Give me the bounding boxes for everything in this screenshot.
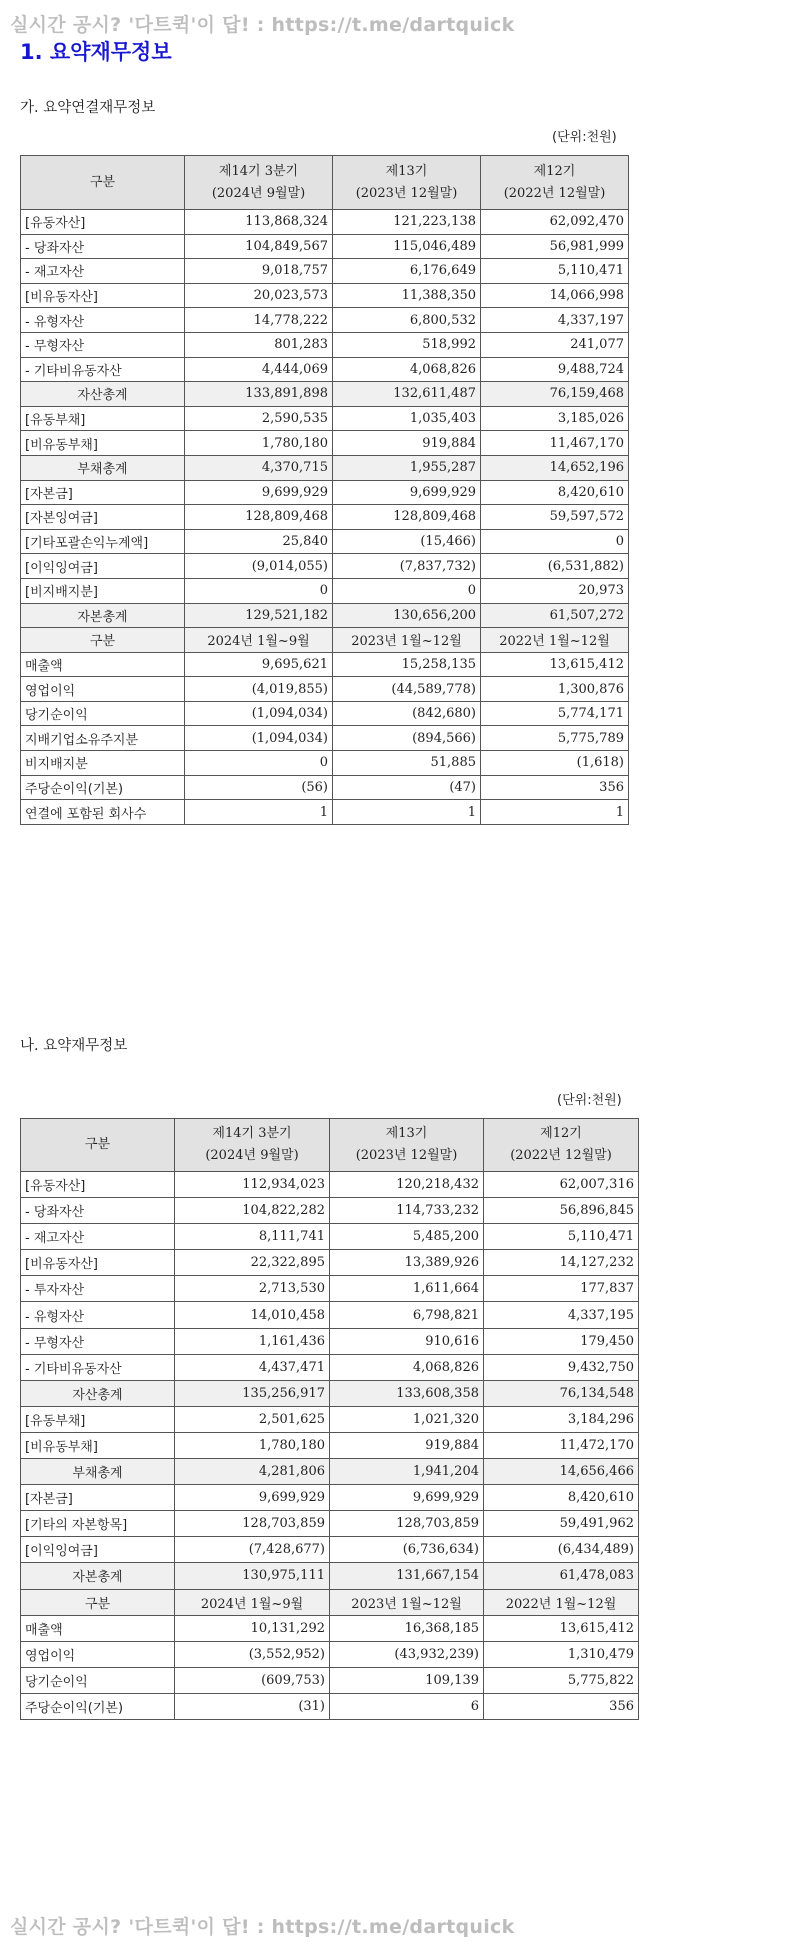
header-period-date: (2023년 12월말) [355,1148,458,1163]
table-row [21,1693,639,1719]
header-period-date: (2024년 9월말) [205,1148,299,1163]
row-label: - 투자자산 [21,1276,175,1302]
row-label: - 재고자산 [21,259,185,284]
table-row [21,1459,639,1485]
row-label: [비유동자산] [21,1250,175,1276]
row-value: 0 [481,529,629,554]
table-row [21,1511,639,1537]
table-header-row [21,156,629,210]
row-value: 129,521,182 [185,603,333,628]
row-value: 2,590,535 [185,406,333,431]
row-value: (44,589,778) [333,677,481,702]
table-row [21,751,629,776]
row-value: 9,699,929 [185,480,333,505]
row-value: 1 [481,800,629,825]
row-value: 128,703,859 [330,1511,484,1537]
row-value: 2022년 1월~12월 [484,1589,639,1615]
row-value: 131,667,154 [330,1563,484,1589]
row-value: (9,014,055) [185,554,333,579]
row-label: [자본금] [21,1485,175,1511]
row-value: (1,094,034) [185,726,333,751]
row-value: (56) [185,775,333,800]
row-value: (6,531,882) [481,554,629,579]
row-value: 6,800,532 [333,308,481,333]
header-period-2023 [333,156,481,210]
header-period-2022 [481,156,629,210]
table-row [21,529,629,554]
header-period-date: (2022년 12월말) [503,185,606,201]
row-label: 자산총계 [21,1380,175,1406]
header-period-2022 [484,1119,639,1172]
row-label: [자본금] [21,480,185,505]
row-value: 4,337,195 [484,1302,639,1328]
row-value: 5,774,171 [481,701,629,726]
row-value: 76,159,468 [481,382,629,407]
row-value: 51,885 [333,751,481,776]
row-label: 부채총계 [21,455,185,480]
banner-bottom: 실시간 공시? '다트퀵'이 답! : https://t.me/dartquick [10,1916,515,1938]
consolidated-unit-label: (단위:천원) [552,130,617,145]
header-period-label: 제14기 3분기 [218,163,299,179]
row-value: 4,068,826 [330,1354,484,1380]
header-period-label: 제12기 [533,163,576,179]
row-label: 영업이익 [21,677,185,702]
header-period-2023 [330,1119,484,1172]
row-label: [유동부채] [21,406,185,431]
row-value: 13,615,412 [484,1615,639,1641]
row-label: 비지배지분 [21,751,185,776]
row-value: 4,370,715 [185,455,333,480]
header-period-q3-2024 [185,156,333,210]
row-value: 177,837 [484,1276,639,1302]
row-value: 1,780,180 [175,1432,330,1458]
row-value: 62,092,470 [481,210,629,235]
row-value: 20,023,573 [185,283,333,308]
row-value: 14,010,458 [175,1302,330,1328]
table-row [21,1302,639,1328]
row-value: (7,428,677) [175,1537,330,1563]
row-value: 2024년 1월~9월 [185,628,333,653]
row-value: 6 [330,1693,484,1719]
row-value: 113,868,324 [185,210,333,235]
row-label: 당기순이익 [21,1667,175,1693]
row-label: - 재고자산 [21,1224,175,1250]
row-value: 1,941,204 [330,1459,484,1485]
row-value: 6,176,649 [333,259,481,284]
row-value: 130,656,200 [333,603,481,628]
row-label: 연결에 포함된 회사수 [21,800,185,825]
row-value: 14,656,466 [484,1459,639,1485]
row-label: - 당좌자산 [21,234,185,259]
row-value: 133,891,898 [185,382,333,407]
row-value: 4,337,197 [481,308,629,333]
row-value: 135,256,917 [175,1380,330,1406]
row-value: 1,955,287 [333,455,481,480]
row-value: 1,161,436 [175,1328,330,1354]
row-value: 1 [185,800,333,825]
table-row [21,775,629,800]
row-label: [비지배지분] [21,578,185,603]
row-value: 1,300,876 [481,677,629,702]
separate-unit-label: (단위:천원) [557,1093,622,1108]
row-label: - 기타비유동자산 [21,357,185,382]
row-value: 128,703,859 [175,1511,330,1537]
table-row [21,1328,639,1354]
row-value: 2023년 1월~12월 [333,628,481,653]
row-value: 518,992 [333,332,481,357]
row-value: 120,218,432 [330,1172,484,1198]
row-value: 15,258,135 [333,652,481,677]
table-row [21,1667,639,1693]
separate-heading: 나. 요약재무정보 [20,1038,128,1054]
row-value: 5,485,200 [330,1224,484,1250]
row-label: [유동자산] [21,210,185,235]
row-value: 4,437,471 [175,1354,330,1380]
row-value: (1,618) [481,751,629,776]
row-value: (894,566) [333,726,481,751]
row-label: - 기타비유동자산 [21,1354,175,1380]
table-row [21,800,629,825]
row-value: 2,713,530 [175,1276,330,1302]
row-value: (47) [333,775,481,800]
row-value: 62,007,316 [484,1172,639,1198]
table-row [21,357,629,382]
row-value: 133,608,358 [330,1380,484,1406]
header-period-label: 제13기 [385,1126,428,1141]
row-label: 구분 [21,628,185,653]
table-row [21,455,629,480]
row-value: 0 [333,578,481,603]
row-label: 자산총계 [21,382,185,407]
row-value: 56,981,999 [481,234,629,259]
row-label: [기타의 자본항목] [21,1511,175,1537]
row-value: 4,444,069 [185,357,333,382]
table-row [21,554,629,579]
table-row [21,1224,639,1250]
row-value: 1,035,403 [333,406,481,431]
row-label: 구분 [21,1589,175,1615]
row-value: (6,736,634) [330,1537,484,1563]
row-value: 14,066,998 [481,283,629,308]
table-row [21,1537,639,1563]
row-value: 241,077 [481,332,629,357]
row-value: 14,127,232 [484,1250,639,1276]
row-value: (7,837,732) [333,554,481,579]
row-value: 130,975,111 [175,1563,330,1589]
row-value: 5,110,471 [481,259,629,284]
row-value: 121,223,138 [333,210,481,235]
table-row [21,701,629,726]
table-row [21,308,629,333]
table-row [21,1380,639,1406]
table-row [21,1563,639,1589]
row-value: 5,110,471 [484,1224,639,1250]
row-value: 2023년 1월~12월 [330,1589,484,1615]
row-value: 128,809,468 [333,505,481,530]
row-value: (1,094,034) [185,701,333,726]
row-value: 61,478,083 [484,1563,639,1589]
table-row [21,406,629,431]
table-row [21,1276,639,1302]
header-period-date: (2022년 12월말) [510,1148,612,1163]
row-value: 910,616 [330,1328,484,1354]
row-label: 자본총계 [21,1563,175,1589]
row-value: 59,491,962 [484,1511,639,1537]
row-value: 22,322,895 [175,1250,330,1276]
row-value: 11,472,170 [484,1432,639,1458]
row-value: 919,884 [333,431,481,456]
table-row [21,1589,639,1615]
row-value: 1,780,180 [185,431,333,456]
row-value: 9,695,621 [185,652,333,677]
row-label: 자본총계 [21,603,185,628]
row-value: 10,131,292 [175,1615,330,1641]
row-label: 지배기업소유주지분 [21,726,185,751]
table-row [21,480,629,505]
table-row [21,1406,639,1432]
consolidated-financial-table [20,155,629,825]
row-value: 356 [481,775,629,800]
separate-financial-table [20,1118,639,1720]
header-period-label: 제12기 [540,1126,582,1141]
header-period-label: 제14기 3분기 [212,1126,292,1141]
table-row [21,677,629,702]
table-row [21,1354,639,1380]
header-period-date: (2023년 12월말) [355,185,458,201]
row-label: [자본잉여금] [21,505,185,530]
row-label: [비유동부채] [21,431,185,456]
row-value: 4,068,826 [333,357,481,382]
table-row [21,1615,639,1641]
row-label: [이익잉여금] [21,1537,175,1563]
row-value: 104,822,282 [175,1198,330,1224]
row-label: 영업이익 [21,1641,175,1667]
header-period-q3-2024 [175,1119,330,1172]
row-label: [유동자산] [21,1172,175,1198]
header-period-date: (2024년 9월말) [211,185,306,201]
row-value: 128,809,468 [185,505,333,530]
row-value: 8,420,610 [484,1485,639,1511]
table-header-row [21,1119,639,1172]
row-value: 114,733,232 [330,1198,484,1224]
header-category: 구분 [21,1119,175,1172]
header-period-label: 제13기 [385,163,428,179]
row-value: 2,501,625 [175,1406,330,1432]
row-label: 부채총계 [21,1459,175,1485]
row-value: 0 [185,578,333,603]
banner-top: 실시간 공시? '다트퀵'이 답! : https://t.me/dartquick [10,14,515,36]
row-label: [비유동부채] [21,1432,175,1458]
row-value: 919,884 [330,1432,484,1458]
row-label: 주당순이익(기본) [21,1693,175,1719]
row-value: 13,389,926 [330,1250,484,1276]
table-row [21,382,629,407]
row-value: 1,021,320 [330,1406,484,1432]
table-row [21,283,629,308]
row-value: 112,934,023 [175,1172,330,1198]
row-value: 109,139 [330,1667,484,1693]
row-value: (6,434,489) [484,1537,639,1563]
row-label: - 무형자산 [21,1328,175,1354]
row-label: [비유동자산] [21,283,185,308]
table-row [21,210,629,235]
row-value: 13,615,412 [481,652,629,677]
row-label: [이익잉여금] [21,554,185,579]
row-value: 4,281,806 [175,1459,330,1485]
row-value: 1,310,479 [484,1641,639,1667]
page-title: 1. 요약재무정보 [20,40,172,64]
row-value: 0 [185,751,333,776]
row-value: 76,134,548 [484,1380,639,1406]
table-row [21,603,629,628]
row-value: 59,597,572 [481,505,629,530]
row-value: 11,388,350 [333,283,481,308]
row-value: 2024년 1월~9월 [175,1589,330,1615]
row-value: 8,420,610 [481,480,629,505]
row-value: (3,552,952) [175,1641,330,1667]
row-label: - 유형자산 [21,308,185,333]
row-value: (43,932,239) [330,1641,484,1667]
row-value: 5,775,822 [484,1667,639,1693]
row-value: (15,466) [333,529,481,554]
row-label: 매출액 [21,1615,175,1641]
row-value: 5,775,789 [481,726,629,751]
table-row [21,1250,639,1276]
row-value: 20,973 [481,578,629,603]
table-row [21,431,629,456]
table-row [21,332,629,357]
row-value: 9,699,929 [330,1485,484,1511]
row-label: 당기순이익 [21,701,185,726]
row-label: - 유형자산 [21,1302,175,1328]
row-value: 9,488,724 [481,357,629,382]
row-value: 61,507,272 [481,603,629,628]
row-value: 8,111,741 [175,1224,330,1250]
row-label: - 무형자산 [21,332,185,357]
row-value: 3,185,026 [481,406,629,431]
header-category: 구분 [21,156,185,210]
row-value: 2022년 1월~12월 [481,628,629,653]
row-value: 6,798,821 [330,1302,484,1328]
table-row [21,652,629,677]
row-value: 801,283 [185,332,333,357]
row-value: 14,652,196 [481,455,629,480]
row-value: (609,753) [175,1667,330,1693]
row-value: 356 [484,1693,639,1719]
table-row [21,1172,639,1198]
table-row [21,726,629,751]
row-value: 179,450 [484,1328,639,1354]
table-row [21,1198,639,1224]
row-value: 3,184,296 [484,1406,639,1432]
row-value: 56,896,845 [484,1198,639,1224]
row-value: 1 [333,800,481,825]
table-row [21,1432,639,1458]
table-row [21,628,629,653]
row-value: 16,368,185 [330,1615,484,1641]
row-value: 14,778,222 [185,308,333,333]
table-row [21,578,629,603]
row-value: (4,019,855) [185,677,333,702]
row-value: 9,432,750 [484,1354,639,1380]
row-value: 115,046,489 [333,234,481,259]
table-row [21,234,629,259]
row-value: 1,611,664 [330,1276,484,1302]
row-value: 9,699,929 [333,480,481,505]
table-row [21,259,629,284]
row-label: [기타포괄손익누계액] [21,529,185,554]
row-label: 매출액 [21,652,185,677]
row-label: - 당좌자산 [21,1198,175,1224]
row-value: 9,699,929 [175,1485,330,1511]
table-row [21,1485,639,1511]
row-value: (842,680) [333,701,481,726]
row-label: [유동부채] [21,1406,175,1432]
consolidated-heading: 가. 요약연결재무정보 [20,100,156,116]
row-label: 주당순이익(기본) [21,775,185,800]
table-row [21,1641,639,1667]
row-value: 9,018,757 [185,259,333,284]
row-value: 104,849,567 [185,234,333,259]
row-value: 25,840 [185,529,333,554]
row-value: 11,467,170 [481,431,629,456]
row-value: (31) [175,1693,330,1719]
table-row [21,505,629,530]
row-value: 132,611,487 [333,382,481,407]
